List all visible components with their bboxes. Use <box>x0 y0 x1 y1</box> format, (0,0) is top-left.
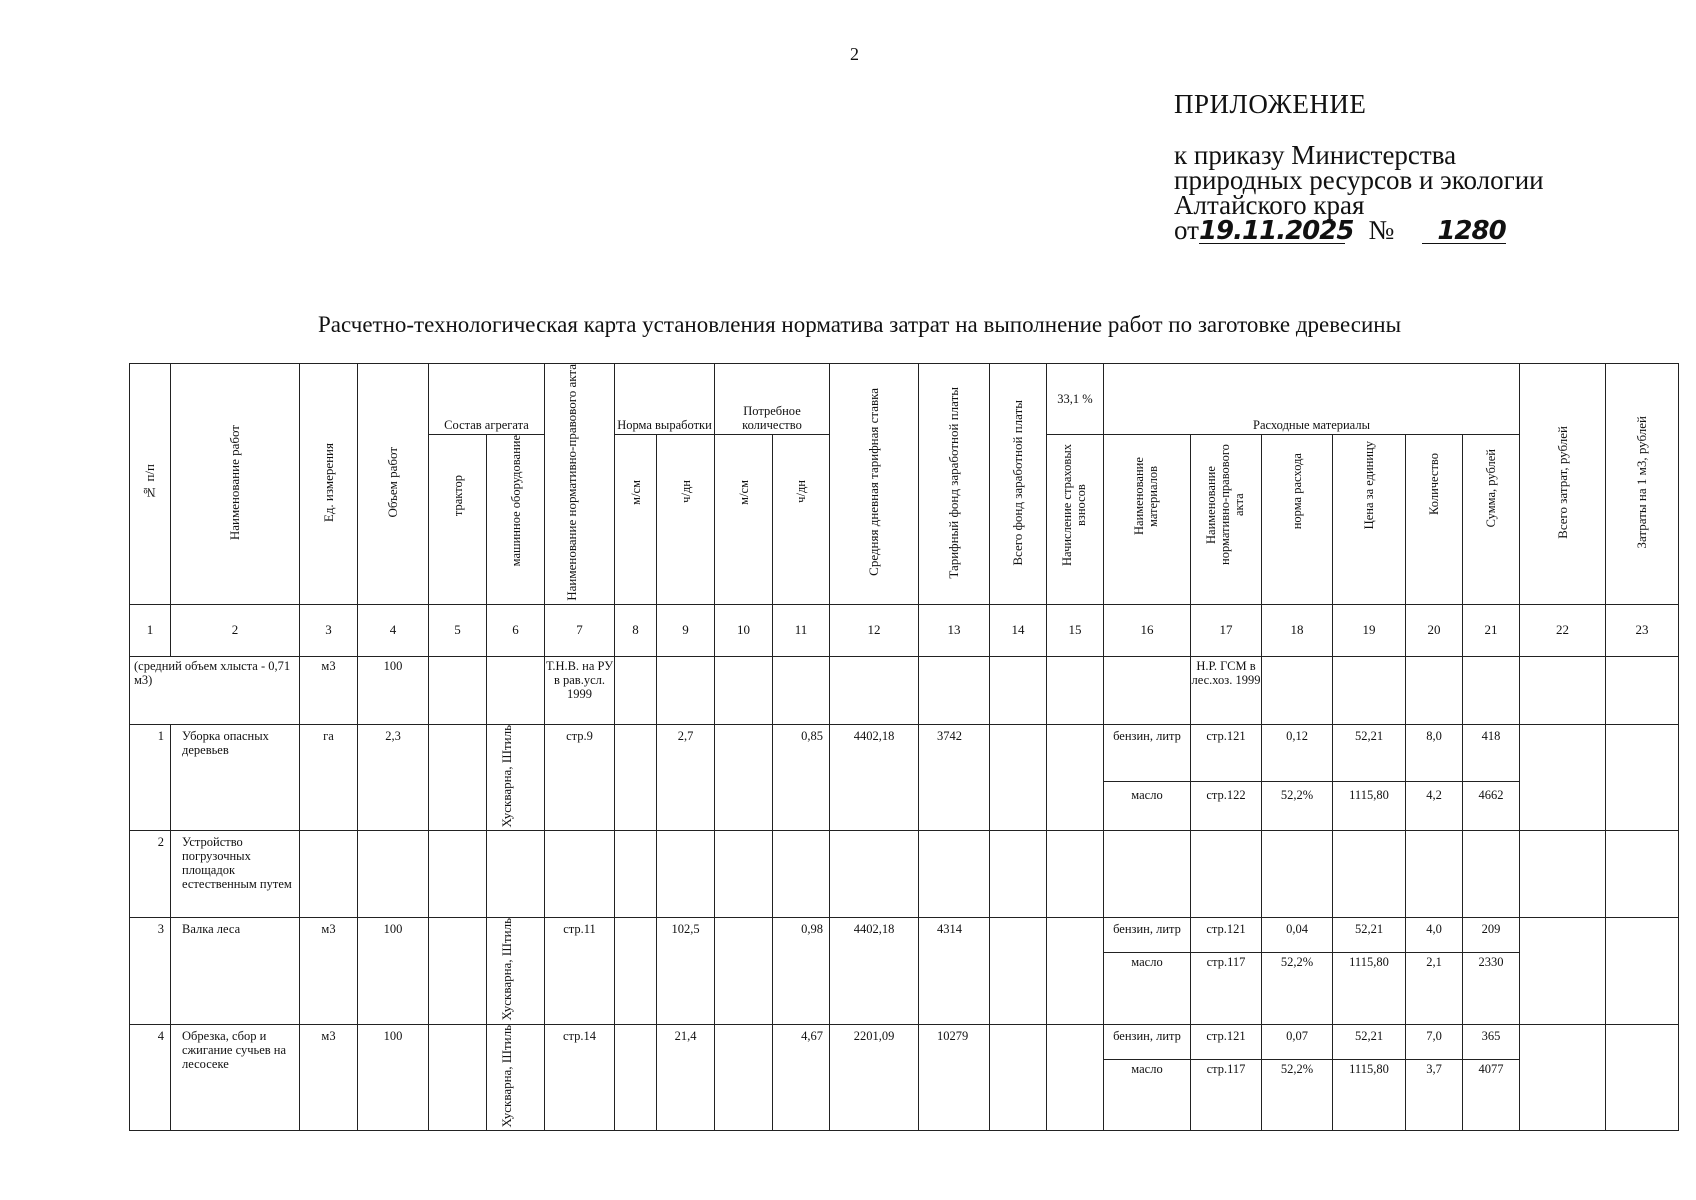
header-machine: машинное оборудование <box>487 435 545 605</box>
table-row: 3 Валка леса м3 100 Хускварна, Штиль стр.11 102,5 0,98 4402,18 4314 бензин, литр стр.121 0,04 52,21 4,0 209 <box>130 918 1679 953</box>
page-number: 2 <box>850 44 859 64</box>
header-material-act: Наименование нормативно-правового акта <box>1191 435 1262 605</box>
header-need-day: ч/дн <box>773 435 830 605</box>
header-tariff-fund: Тарифный фонд заработной платы <box>919 364 990 605</box>
header-output-norm: Норма выработки <box>615 364 715 435</box>
header-quantity: Количество <box>1406 435 1463 605</box>
header-work-name: Наименование работ <box>171 364 300 605</box>
header-unit-composition: Состав агрегата <box>429 364 545 435</box>
header-need-shift: м/см <box>715 435 773 605</box>
header-unit: Ед. измерения <box>300 364 358 605</box>
appendix-date-line <box>1174 215 1544 246</box>
header-total-fund: Всего фонд заработной платы <box>990 364 1047 605</box>
header-consumption-norm: норма расхода <box>1262 435 1333 605</box>
header-cost-per-m3: Затраты на 1 м3, рублей <box>1606 364 1679 605</box>
appendix-block <box>1174 89 1544 246</box>
header-material-name: Наименование материалов <box>1104 435 1191 605</box>
column-number-row: 1 2 3 4 5 6 7 8 9 10 11 12 13 14 15 16 17 18 19 20 21 22 23 <box>130 604 1679 656</box>
table-row: 1 Уборка опасных деревьев га 2,3 Хускварна, Штиль стр.9 2,7 0,85 4402,18 3742 бензин, литр стр.121 0,12 52,21 8,0 418 <box>130 724 1679 781</box>
equipment-cell: Хускварна, Штиль <box>487 1024 545 1130</box>
order-number-signature: 1280 <box>1422 219 1506 244</box>
header-norm-day: ч/дн <box>657 435 715 605</box>
header-materials: Расходные материалы <box>1104 364 1520 435</box>
header-norm-shift: м/см <box>615 435 657 605</box>
table-row: 2 Устройство погрузочных площадок естественным путем <box>130 831 1679 918</box>
header-sum: Сумма, рублей <box>1463 435 1520 605</box>
order-date-signature: 19.11.2025 <box>1198 216 1354 246</box>
header-insurance: Начисление страховых взносов <box>1047 435 1104 605</box>
document-title: Расчетно-технологическая карта установления норматива затрат на выполнение работ по заготовке древесины <box>318 312 1402 337</box>
equipment-cell: Хускварна, Штиль <box>487 918 545 1024</box>
table-row: масло стр.117 52,2% 1115,80 2,1 2330 <box>130 953 1679 1024</box>
work-norm-act: Т.Н.В. на РУ в рав.усл. 1999 <box>545 656 615 724</box>
table-row: масло стр.117 52,2% 1115,80 3,7 4077 <box>130 1060 1679 1131</box>
header-row-1 <box>130 364 1679 435</box>
header-total-cost: Всего затрат, рублей <box>1520 364 1606 605</box>
number-prefix: № <box>1368 215 1395 245</box>
header-volume: Объем работ <box>358 364 429 605</box>
table-row: 4 Обрезка, сбор и сжигание сучьев на лесосеке м3 100 Хускварна, Штиль стр.14 21,4 4,67 2201,09 10279 бензин, литр стр.121 0,07 52,21 7,0 365 <box>130 1024 1679 1059</box>
header-required-qty: Потребное количество <box>715 364 830 435</box>
cost-table <box>129 363 1679 1131</box>
equipment-cell: Хускварна, Штиль <box>487 724 545 830</box>
header-act: Наименование нормативно-правового акта <box>545 364 615 605</box>
header-num: № п/п <box>130 364 171 605</box>
table-row: масло стр.122 52,2% 1115,80 4,2 4662 <box>130 781 1679 831</box>
header-percent: 33,1 % <box>1047 364 1104 435</box>
appendix-title: ПРИЛОЖЕНИЕ <box>1174 89 1367 119</box>
appendix-line-3: Алтайского края <box>1174 190 1365 220</box>
appendix-line-2: природных ресурсов и экологии <box>1174 165 1544 195</box>
fuel-norm-act: Н.Р. ГСМ в лес.хоз. 1999 <box>1191 656 1262 724</box>
date-prefix: от <box>1174 215 1199 245</box>
avg-stem-volume: (средний объем хлыста - 0,71 м3) <box>130 656 300 724</box>
table-row: (средний объем хлыста - 0,71 м3) м3 100 Т.Н.В. на РУ в рав.усл. 1999 Н.Р. ГСМ в лес.хоз. 1999 <box>130 656 1679 724</box>
header-day-rate: Средняя дневная тарифная ставка <box>830 364 919 605</box>
appendix-line-1: к приказу Министерства <box>1174 140 1457 170</box>
header-unit-price: Цена за единицу <box>1333 435 1406 605</box>
header-tractor: трактор <box>429 435 487 605</box>
